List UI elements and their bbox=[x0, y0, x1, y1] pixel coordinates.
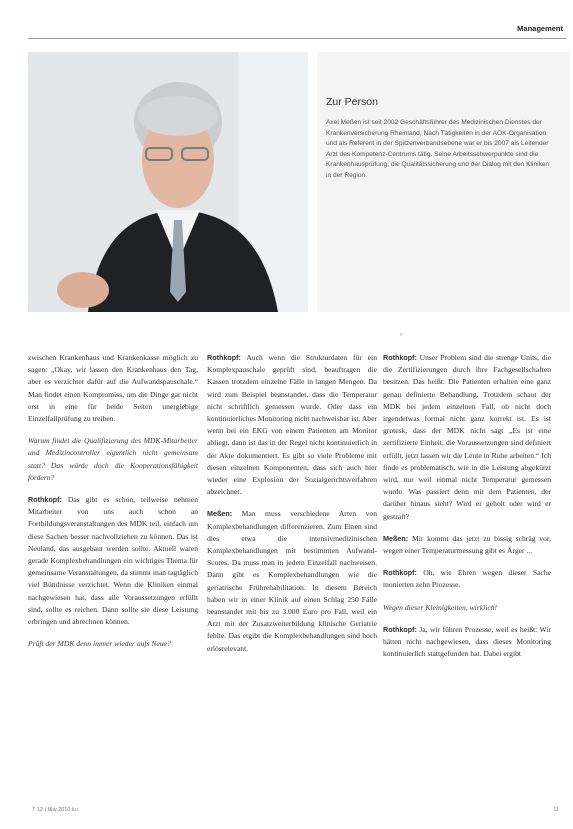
sidebar-title: Zur Person bbox=[326, 96, 378, 108]
answer-text: Unser Problem sind die strenge Units, die die Zertifizierungen durch ihre Fachgesellschaften besitzen. Das heißt: Die Patienten erhalten eine ganz genau definierte Behandlung. Trotzdem schaut der MDK bei jedem einzelnen Fall, ob nicht doch irgendetwas formal nicht ganz korrekt ist. Es ist grotesk, dass der MDK nicht sagt „Es ist eine zertifizierte Einheit, die Voraussetzungen sind definiert erfüllt, jetzt lassen wir die Leute in Ruhe arbeiten.“ Ich finde es problematisch, wie in die Leistung abgekürzt wird, nur weil einmal nicht Temperatur gemessen wurde. Was passiert denn mit dem Patienten, der darüber hinaus sieht? Wird er geholt oder wird er gestraft? bbox=[383, 353, 551, 521]
speaker: Rothkopf: bbox=[28, 495, 62, 505]
question: Warum findet die Qualifizierung des MDK-Mitarbeiter und Medizincontroller eigentlich nicht gemeinsam statt? Das würde doch die Kooperationsfähigkeit fördern? bbox=[28, 436, 198, 482]
paragraph: zwischen Krankenhaus und Krankenkasse möglich zu sagen: „Okay, wir lassen den Krankenhaus den Tag, aber es verzichtet dafür auf die Aufwandspauschale.“ Man findet einen Kompromiss, um die Dinge gar nicht erst in eine für beide Seiten unergiebige Einzelfallprüfung zu treiben. bbox=[28, 353, 198, 424]
answer-text: Ja, wir führen Prozesse, weil es heißt: Wir hätten nicht nachgewiesen, dass dieses Monitoring kontinuierlich stattgefunden hat. Dabei ergibt bbox=[383, 624, 551, 659]
section-label: Management bbox=[517, 24, 563, 33]
answer-text: Mir kommt das jetzt zu bissig schräg vor, wegen einer Temperaturmessung gibt es Ärger ... bbox=[383, 533, 551, 556]
paragraph bbox=[383, 533, 551, 557]
answer-text: Oh, wie Ehren wegen dieser Sache monierten zehn Prozesse. bbox=[383, 568, 551, 590]
column-2 bbox=[207, 352, 377, 665]
speaker: Rothkopf: bbox=[383, 568, 417, 578]
footer-issue: 7·12 | f&w 2010 ku bbox=[32, 807, 78, 813]
paragraph bbox=[207, 352, 377, 498]
paragraph bbox=[383, 624, 551, 661]
sidebar-text: Axel Meßen ist seit 2002 Geschäftsführer des Medizinischen Dienstes der Krankenversicherung Rheinland, Nach Tätigkeiten in der AOK-Organisation und als Referent in der Spitzenverbandsebene war er bis 2007 als Leitender Arzt des Kompetenz-Centrums tätig. Seine Arbeitsschwerpunkte sind die Krankenhausprüfung, die Qualitätssicherung und der Dialog mit den Kliniken in der Region. bbox=[326, 119, 550, 179]
question: Wegen dieser Kleinigkeiten, wirklich! bbox=[383, 602, 498, 612]
answer-text: Das gibt es schon, teilweise nehmen Mitarbeiter von uns auch schon an Fortbildungsveranstaltungen des MDK teil, einfach um diese Sachen besser nachvollziehen zu können. Das ist Neuland, das ausgebaut werden sollte. Aktuell waren gerade Komplexbehandlungen ein wichtiges Thema für gemeinsame Veranstaltungen, da stimmt man tagtäglich viel Bündnisse verzichtet. Wenn die Kliniken einmal nachgewiesen hat, dass alle Voraussetzungen erfüllt sind, sollte es reichen. Dann sollte sie diese Leistung erbringen und abrechnen können. bbox=[28, 495, 198, 627]
speaker: Meßen: bbox=[383, 533, 409, 543]
paragraph bbox=[383, 352, 551, 523]
speaker: Rothkopf: bbox=[207, 353, 241, 362]
speaker: Rothkopf: bbox=[383, 353, 417, 362]
page-marker: x bbox=[400, 332, 403, 338]
page-number: 11 bbox=[553, 807, 559, 813]
paragraph bbox=[383, 567, 551, 591]
column-3 bbox=[383, 352, 551, 670]
header-rule bbox=[28, 38, 567, 39]
portrait-photo bbox=[28, 52, 308, 312]
answer-text: Man muss verschiedene Arten von Komplexbehandlungen differenzieren. Zum Einen sind dies etwa die intensivmedizinischen Komplexbehandlungen mit bestimmten Aufwand-Scores. Da muss man in jedem Einzelfall nachweisen. Dann gibt es Komplexbehandlungen wie die geriatrische Frührehabilitation. In diesem Bereich haben wir in einer Klinik auf einen Schlag 250 Fälle beanstandet mit bis zu 3.000 Euro pro Fall, weil ein Arzt mit der Zusatzweiterbildung klinische Geriatrie fehlte. Das ergibt die Komplexbehandlungen sind hoch erlösrelevant. bbox=[207, 509, 377, 653]
question: Prüft der MDK denn immer wieder aufs Neue? bbox=[28, 639, 171, 649]
speaker: Rothkopf: bbox=[383, 624, 417, 634]
sidebar-box bbox=[317, 52, 569, 312]
speaker: Meßen: bbox=[207, 509, 233, 519]
paragraph bbox=[207, 508, 377, 654]
column-1 bbox=[28, 352, 198, 660]
paragraph bbox=[28, 494, 198, 628]
answer-text: Auch wenn die Strukturdaten für ein Komplexpauschale geprüft sind, beauftragen die Kassen trotzdem einzelne Fälle in langen Mengen. Da wird zum Beispiel beanstandet, dass die Temperatur nicht schriftlich gemessen wurde. Oder dass ein kontinuierliches Monitoring nicht nachweisbar ist. Aber wenn bei ein EKG von einem Patienten am Monitor abliegt, dann ist das in der Regel nicht kontinuierlich in der Akte dokumentiert. Es gibt so viele Probleme mit diesen einzelnen Komponenten, dass sich auch hier wieder eine Explosion der Sozialgerichtsverfahren abzeichnet. bbox=[207, 353, 377, 497]
portrait-illustration bbox=[28, 52, 308, 312]
